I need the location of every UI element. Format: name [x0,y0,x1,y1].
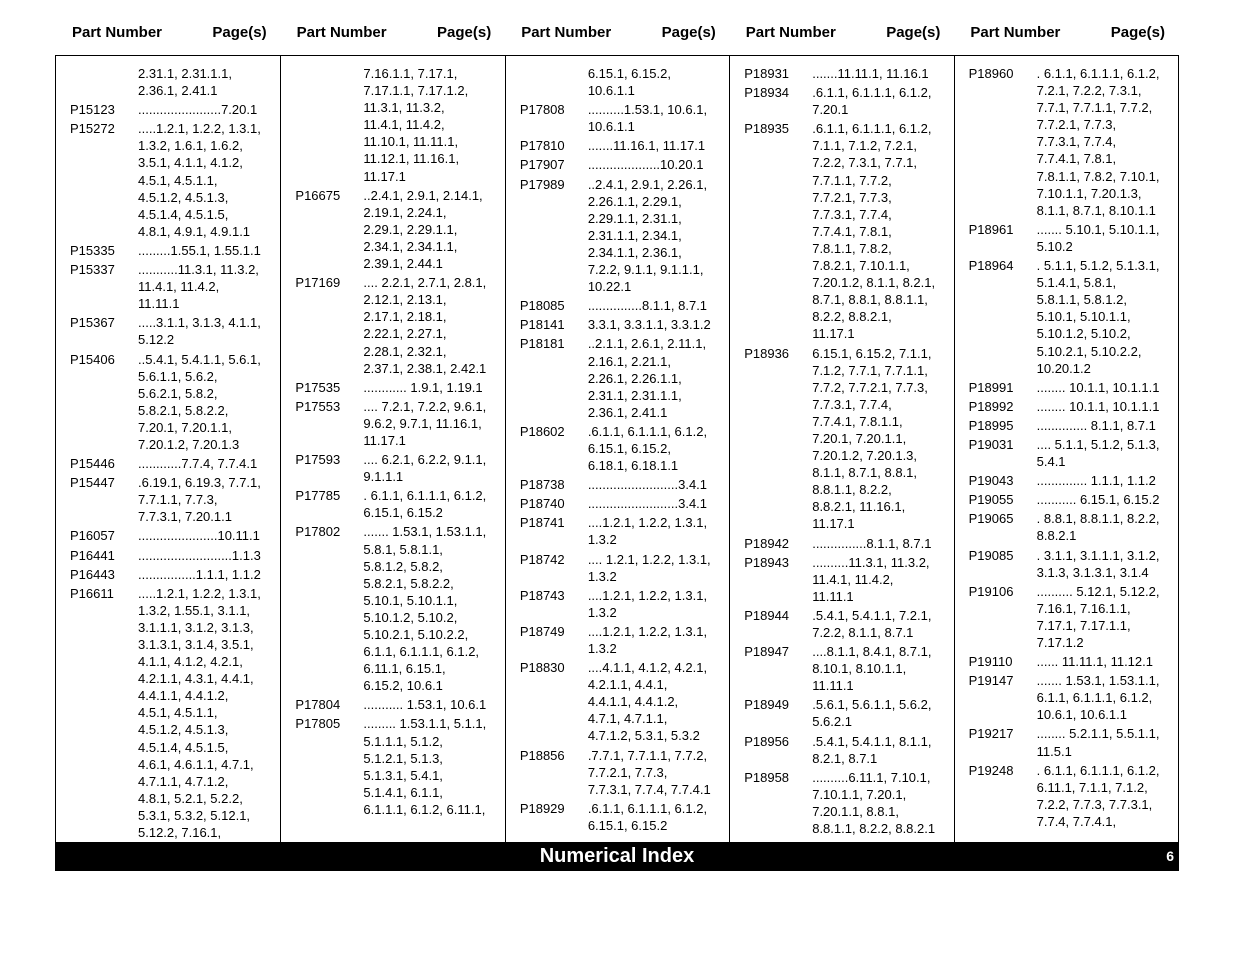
index-entry [955,417,1178,434]
index-entry [56,566,280,583]
page-references: ...... 11.11.1, 11.12.1 [1036,654,1153,670]
part-number: P17553 [295,398,341,414]
part-number: P17785 [295,488,341,504]
part-number: P18947 [744,644,790,660]
index-entry [56,527,280,544]
part-number: P15272 [70,121,115,137]
index-entry [506,659,729,744]
index-entry [56,261,280,312]
page-references: ..........6.11.1, 7.10.1, 7.10.1.1, 7.20.1, 7.20.1.1, 8.8.1, 8.8.1.1, 8.2.2, 8.8.2.1 [812,769,936,837]
part-number: P16611 [70,585,114,601]
part-number: P17804 [295,697,341,713]
page-references: .6.1.1, 6.1.1.1, 6.1.2, 6.15.1, 6.15.2 [587,800,708,833]
index-entry [955,221,1178,255]
part-number [56,65,138,99]
page-references: ..2.1.1, 2.6.1, 2.11.1, 2.16.1, 2.21.1, 2.26.1, 2.26.1.1, 2.31.1, 2.31.1.1, 2.36.1, 2.41.1 [587,336,707,420]
page-references: ..........1.53.1, 10.6.1, 10.6.1.1 [587,102,708,135]
index-column-content [730,65,953,837]
page-references: . 6.1.1, 6.1.1.1, 6.1.2, 7.2.1, 7.2.2, 7.3.1, 7.7.1, 7.7.1.1, 7.7.2, 7.7.2.1, 7.7.3, 7.7.3.1, 7.7.4, 7.7.4.1, 7.8.1, 7.8.1.1, 7.8.2, 7.10.1, 7.10.1.1, 7.20.1.3, 8.1.1, 8.7.1, 8.10.1.1 [1036,66,1160,218]
page-references: ...............8.1.1, 8.7.1 [812,535,932,551]
part-number-header: Part Number [970,24,1061,41]
part-number: P19248 [968,762,1014,778]
part-number: P18942 [744,535,790,551]
page-references: ........ 10.1.1, 10.1.1.1 [1036,379,1160,395]
part-number: P18992 [968,398,1014,414]
part-number: P19031 [968,436,1014,452]
part-number: P17169 [295,275,341,291]
page-references: ......... 1.53.1.1, 5.1.1, 5.1.1.1, 5.1.2, 5.1.2.1, 5.1.3, 5.1.3.1, 5.4.1, 5.1.4.1, 6.1.1, 6.1.1.1, 6.1.2, 6.11.1, [363,716,487,817]
part-number: P17808 [519,102,565,118]
page-references: ................1.1.1, 1.1.2 [138,566,261,582]
part-number: P17593 [295,452,341,468]
index-entry [730,554,953,605]
part-number: P18742 [519,551,565,567]
page-references: . 5.1.1, 5.1.2, 5.1.3.1, 5.1.4.1, 5.8.1, 5.8.1.1, 5.8.1.2, 5.10.1, 5.10.1.1, 5.10.1.2, 5.10.2, 5.10.2.1, 5.10.2.2, 10.20.1.2 [1036,258,1160,376]
index-entry [955,398,1178,415]
page-references: ..2.4.1, 2.9.1, 2.14.1, 2.19.1, 2.24.1, 2.29.1, 2.29.1.1, 2.34.1, 2.34.1.1, 2.39.1, 2.44.1 [363,187,483,272]
page-references: 7.16.1.1, 7.17.1, 7.17.1.1, 7.17.1.2, 11.3.1, 11.3.2, 11.4.1, 11.4.2, 11.10.1, 11.11.1, 11.12.1, 11.16.1, 11.17.1 [363,66,469,184]
index-entry [506,495,729,512]
part-number: P18740 [519,496,565,512]
part-number-header: Part Number [521,24,612,41]
pages-header: Page(s) [886,24,941,41]
page-references: .5.6.1, 5.6.1.1, 5.6.2, 5.6.2.1 [812,697,932,730]
index-entry [955,653,1178,670]
index-entry [730,607,953,641]
index-entry [56,101,280,118]
index-entry [281,451,504,485]
index-entry [730,535,953,552]
part-number: P18961 [968,221,1014,237]
part-number: P18943 [744,554,790,570]
page-references: ...........11.3.1, 11.3.2, 11.4.1, 11.4.2, 11.11.1 [138,262,259,312]
index-entry [955,547,1178,581]
index-entry [506,297,729,314]
page-references: .... 6.2.1, 6.2.2, 9.1.1, 9.1.1.1 [363,452,487,485]
index-entry [506,423,729,474]
part-number: P19065 [968,511,1014,527]
index-entry [730,120,953,342]
index-entry [506,65,729,99]
index-entry [506,316,729,333]
index-column [505,56,729,842]
page-references: 6.15.1, 6.15.2, 10.6.1.1 [587,66,671,99]
page-references: ............ 1.9.1, 1.19.1 [363,379,483,395]
part-number: P18936 [744,345,790,361]
header-col [281,24,506,46]
page-references: ..2.4.1, 2.9.1, 2.26.1, 2.26.1.1, 2.29.1, 2.29.1.1, 2.31.1, 2.31.1.1, 2.34.1, 2.34.1.1, 2.36.1, 7.2.2, 9.1.1, 9.1.1.1, 10.22.1 [587,176,708,295]
part-number: P18956 [744,733,790,749]
index-entry [730,345,953,533]
page-references: . 3.1.1, 3.1.1.1, 3.1.2, 3.1.3, 3.1.3.1, 3.1.4 [1036,547,1160,580]
pages-header: Page(s) [1110,24,1165,41]
page-references: ..........11.3.1, 11.3.2, 11.4.1, 11.4.2, 11.11.1 [812,554,930,604]
part-number: P19085 [968,547,1014,563]
column-headers [56,24,1179,46]
part-number: P18141 [519,317,565,333]
index-entry [281,696,504,713]
page-references: .... 1.2.1, 1.2.2, 1.3.1, 1.3.2 [587,551,711,584]
page-references: .....3.1.1, 3.1.3, 4.1.1, 5.12.2 [138,315,261,348]
page-references: .7.7.1, 7.7.1.1, 7.7.2, 7.7.2.1, 7.7.3, 7.7.3.1, 7.7.4, 7.7.4.1 [587,747,711,797]
page-references: .......................7.20.1 [138,102,258,118]
page-number: 6 [1166,848,1174,864]
page-references: ......................10.11.1 [138,528,260,544]
index-entry [730,696,953,730]
part-number: P19147 [968,673,1014,689]
page-references: .......11.16.1, 11.17.1 [587,138,706,154]
index-entry [955,725,1178,759]
part-number: P19110 [968,654,1013,670]
part-number: P15447 [70,475,115,491]
part-number: P15446 [70,456,115,472]
index-entry [955,510,1178,544]
part-number: P15406 [70,351,115,367]
index-entry [506,137,729,154]
index-entry [281,379,504,396]
part-number: P18830 [519,660,565,676]
index-entry [730,769,953,837]
part-number: P18960 [968,66,1014,81]
index-entry [730,65,953,82]
part-number: P18934 [744,85,790,101]
part-number: P18944 [744,607,790,623]
part-number: P18181 [519,336,565,352]
page-references: .... 2.2.1, 2.7.1, 2.8.1, 2.12.1, 2.13.1, 2.17.1, 2.18.1, 2.22.1, 2.27.1, 2.28.1, 2.32.1, 2.37.1, 2.38.1, 2.42.1 [363,275,487,376]
page-references: ........ 10.1.1, 10.1.1.1 [1036,398,1160,414]
page-references: .........1.55.1, 1.55.1.1 [138,242,261,258]
index-entry [506,747,729,798]
index-entry [56,65,280,99]
index-entry [506,476,729,493]
part-number: P15367 [70,315,115,331]
part-number: P17805 [295,716,341,732]
page-references: ........... 6.15.1, 6.15.2 [1036,492,1160,508]
index-entry [281,274,504,377]
index-entry [506,551,729,585]
index-entry [281,65,504,185]
part-number: P18929 [519,800,565,816]
footer-title: Numerical Index [539,845,695,867]
index-entry [730,84,953,118]
page-references: .5.4.1, 5.4.1.1, 7.2.1, 7.2.2, 8.1.1, 8.7.1 [812,607,932,640]
page-references: 6.15.1, 6.15.2, 7.1.1, 7.1.2, 7.7.1, 7.7.1.1, 7.7.2, 7.7.2.1, 7.7.3, 7.7.3.1, 7.7.4, 7.7.4.1, 7.8.1.1, 7.20.1, 7.20.1.1, 7.20.1.2, 7.20.1.3, 8.1.1, 8.7.1, 8.8.1, 8.8.1.1, 8.2.2, 8.8.2.1, 11.16.1, 11.17.1 [812,345,932,532]
page-references: .........................3.4.1 [587,477,708,493]
page-references: . 6.1.1, 6.1.1.1, 6.1.2, 6.11.1, 7.1.1, 7.1.2, 7.2.2, 7.7.3, 7.7.3.1, 7.7.4, 7.7.4.1, [1036,762,1160,829]
page-references: .........................3.4.1 [587,496,708,512]
part-number: P17907 [519,157,565,173]
index-entry [730,643,953,694]
page-references: .6.19.1, 6.19.3, 7.7.1, 7.7.1.1, 7.7.3, 7.7.3.1, 7.20.1.1 [138,475,261,525]
part-number: P19106 [968,583,1014,599]
index-entry [56,455,280,472]
index-entry [955,436,1178,470]
part-number: P15337 [70,262,115,278]
page-references: .....1.2.1, 1.2.2, 1.3.1, 1.3.2, 1.55.1, 3.1.1, 3.1.1.1, 3.1.2, 3.1.3, 3.1.3.1, 3.1.4, 3.5.1, 4.1.1, 4.1.2, 4.2.1, 4.2.1.1, 4.3.1, 4.4.1, 4.4.1.1, 4.4.1.2, 4.5.1, 4.5.1.1, 4.5.1.2, 4.5.1.3, 4.5.1.4, 4.5.1.5, 4.6.1, 4.6.1.1, 4.7.1, 4.7.1.1, 4.7.1.2, 4.8.1, 5.2.1, 5.2.2, 5.3.1, 5.3.2, 5.12.1, 5.12.2, 7.16.1, [138,585,261,841]
page-references: ....1.2.1, 1.2.2, 1.3.1, 1.3.2 [587,623,708,656]
index-entry [506,101,729,135]
part-number: P19217 [968,726,1014,742]
header-col [730,24,955,46]
index-column-content [506,65,729,834]
part-number-header: Part Number [296,24,387,41]
part-number: P17810 [519,138,565,154]
part-number [281,65,363,185]
index-entry [955,257,1178,377]
part-number: P17802 [295,524,341,540]
index-entry [506,587,729,621]
pages-header: Page(s) [212,24,267,41]
pages-header: Page(s) [661,24,716,41]
index-entry [506,800,729,834]
part-number: P18949 [744,697,790,713]
page-references: ....... 1.53.1, 1.53.1.1, 6.1.1, 6.1.1.1, 6.1.2, 10.6.1, 10.6.1.1 [1036,673,1160,723]
index-entry [56,474,280,525]
index-entry [506,335,729,420]
index-entry [955,672,1178,723]
part-number: P18743 [519,587,565,603]
part-number: P18085 [519,298,565,314]
page-references: .... 5.1.1, 5.1.2, 5.1.3, 5.4.1 [1036,436,1160,470]
page-references: ............7.7.4, 7.7.4.1 [138,456,258,472]
index-column-content [955,65,1178,830]
index-entry [955,65,1178,219]
index-entry [56,585,280,841]
page-references: .............. 8.1.1, 8.7.1 [1036,417,1156,433]
part-number: P18995 [968,417,1014,433]
index-entry [281,487,504,521]
part-number: P19055 [968,492,1014,508]
index-entry [955,472,1178,489]
index-entry [506,514,729,548]
footer-bar [55,843,1179,871]
part-number [506,65,588,99]
page-references: ..........................1.1.3 [138,547,261,563]
index-entry [506,156,729,173]
index-column [56,56,280,842]
part-number: P18741 [519,515,565,531]
part-number: P15123 [70,102,115,118]
part-number: P18738 [519,477,565,493]
index-entry [56,314,280,348]
part-number: P18856 [519,747,565,763]
page-references: ........... 1.53.1, 10.6.1 [363,697,487,713]
part-number: P16443 [70,566,115,582]
part-number: P16675 [295,187,341,203]
page-references: ........ 5.2.1.1, 5.5.1.1, 11.5.1 [1036,726,1160,759]
page-references: .......... 5.12.1, 5.12.2, 7.16.1, 7.16.1.1, 7.17.1, 7.17.1.1, 7.17.1.2 [1036,583,1160,650]
pages-header: Page(s) [437,24,492,41]
index-entry [955,762,1178,830]
part-number: P19043 [968,473,1014,489]
page-references: ....... 5.10.1, 5.10.1.1, 5.10.2 [1036,221,1160,254]
index-column-content [281,65,504,818]
index-entry [955,379,1178,396]
page-references: . 8.8.1, 8.8.1.1, 8.2.2, 8.8.2.1 [1036,511,1160,544]
page-references: .5.4.1, 5.4.1.1, 8.1.1, 8.2.1, 8.7.1 [812,733,932,766]
part-number: P17989 [519,176,565,192]
index-column [729,56,953,842]
index-table [55,55,1179,843]
index-column [280,56,504,842]
part-number: P18931 [744,66,790,81]
part-number-header: Part Number [745,24,836,41]
index-entry [56,547,280,564]
page-references: 3.3.1, 3.3.1.1, 3.3.1.2 [587,317,711,333]
page-references: .6.1.1, 6.1.1.1, 6.1.2, 7.1.1, 7.1.2, 7.2.1, 7.2.2, 7.3.1, 7.7.1, 7.7.1.1, 7.7.2, 7.7.2.1, 7.7.3, 7.7.3.1, 7.7.4, 7.7.4.1, 7.8.1, 7.8.1.1, 7.8.2, 7.8.2.1, 7.10.1.1, 7.20.1.2, 8.1.1, 8.2.1, 8.7.1, 8.8.1, 8.8.1.1, 8.2.2, 8.8.2.1, 11.17.1 [812,121,936,342]
page-references: .6.1.1, 6.1.1.1, 6.1.2, 6.15.1, 6.15.2, 6.18.1, 6.18.1.1 [587,423,708,474]
index-entry [281,398,504,449]
index-entry [730,733,953,767]
index-column [954,56,1178,842]
page-references: .....1.2.1, 1.2.2, 1.3.1, 1.3.2, 1.6.1, 1.6.2, 3.5.1, 4.1.1, 4.1.2, 4.5.1, 4.5.1.1, 4.5.1.2, 4.5.1.3, 4.5.1.4, 4.5.1.5, 4.8.1, 4.9.1, 4.9.1.1 [138,121,261,239]
page-references: .6.1.1, 6.1.1.1, 6.1.2, 7.20.1 [812,85,932,118]
page-references: .... 7.2.1, 7.2.2, 9.6.1, 9.6.2, 9.7.1, 11.16.1, 11.17.1 [363,398,487,448]
index-entry [506,623,729,657]
part-number: P18749 [519,623,565,639]
index-entry [56,120,280,240]
part-number: P16441 [70,547,115,563]
index-entry [56,242,280,259]
index-entry [506,176,729,296]
page-references: .......11.11.1, 11.16.1 [812,66,929,81]
index-entry [955,583,1178,651]
index-entry [281,523,504,694]
page-references: .............. 1.1.1, 1.1.2 [1036,473,1156,489]
index-entry [281,187,504,272]
page-references: ....1.2.1, 1.2.2, 1.3.1, 1.3.2 [587,587,708,620]
part-number: P18964 [968,258,1014,274]
header-col [505,24,730,46]
index-entry [56,351,280,454]
header-col [954,24,1179,46]
header-col [56,24,281,46]
part-number: P18935 [744,121,790,137]
index-entry [281,715,504,818]
page-references: ....1.2.1, 1.2.2, 1.3.1, 1.3.2 [587,515,708,548]
page-references: ..5.4.1, 5.4.1.1, 5.6.1, 5.6.1.1, 5.6.2, 5.6.2.1, 5.8.2, 5.8.2.1, 5.8.2.2, 7.20.1, 7.20.1.1, 7.20.1.2, 7.20.1.3 [138,351,261,452]
page-references: 2.31.1, 2.31.1.1, 2.36.1, 2.41.1 [138,66,232,99]
part-number: P17535 [295,379,341,395]
part-number-header: Part Number [72,24,163,41]
part-number: P16057 [70,528,115,544]
page-references: ...............8.1.1, 8.7.1 [587,298,708,314]
page-references: . 6.1.1, 6.1.1.1, 6.1.2, 6.15.1, 6.15.2 [363,488,487,521]
part-number: P18991 [968,379,1014,395]
index-entry [955,491,1178,508]
part-number: P18958 [744,769,790,785]
page-references: ....... 1.53.1, 1.53.1.1, 5.8.1, 5.8.1.1, 5.8.1.2, 5.8.2, 5.8.2.1, 5.8.2.2, 5.10.1, 5.10.1.1, 5.10.1.2, 5.10.2, 5.10.2.1, 5.10.2.2, 6.1.1, 6.1.1.1, 6.1.2, 6.11.1, 6.15.1, 6.15.2, 10.6.1 [363,524,487,694]
index-column-content [56,65,280,841]
page-references: ....8.1.1, 8.4.1, 8.7.1, 8.10.1, 8.10.1.1, 11.11.1 [812,644,932,694]
page-references: ....................10.20.1 [587,157,704,173]
part-number: P15335 [70,242,115,258]
page-references: ....4.1.1, 4.1.2, 4.2.1, 4.2.1.1, 4.4.1, 4.4.1.1, 4.4.1.2, 4.7.1, 4.7.1.1, 4.7.1.2, 5.3.1, 5.3.2 [587,660,708,744]
part-number: P18602 [519,423,565,439]
